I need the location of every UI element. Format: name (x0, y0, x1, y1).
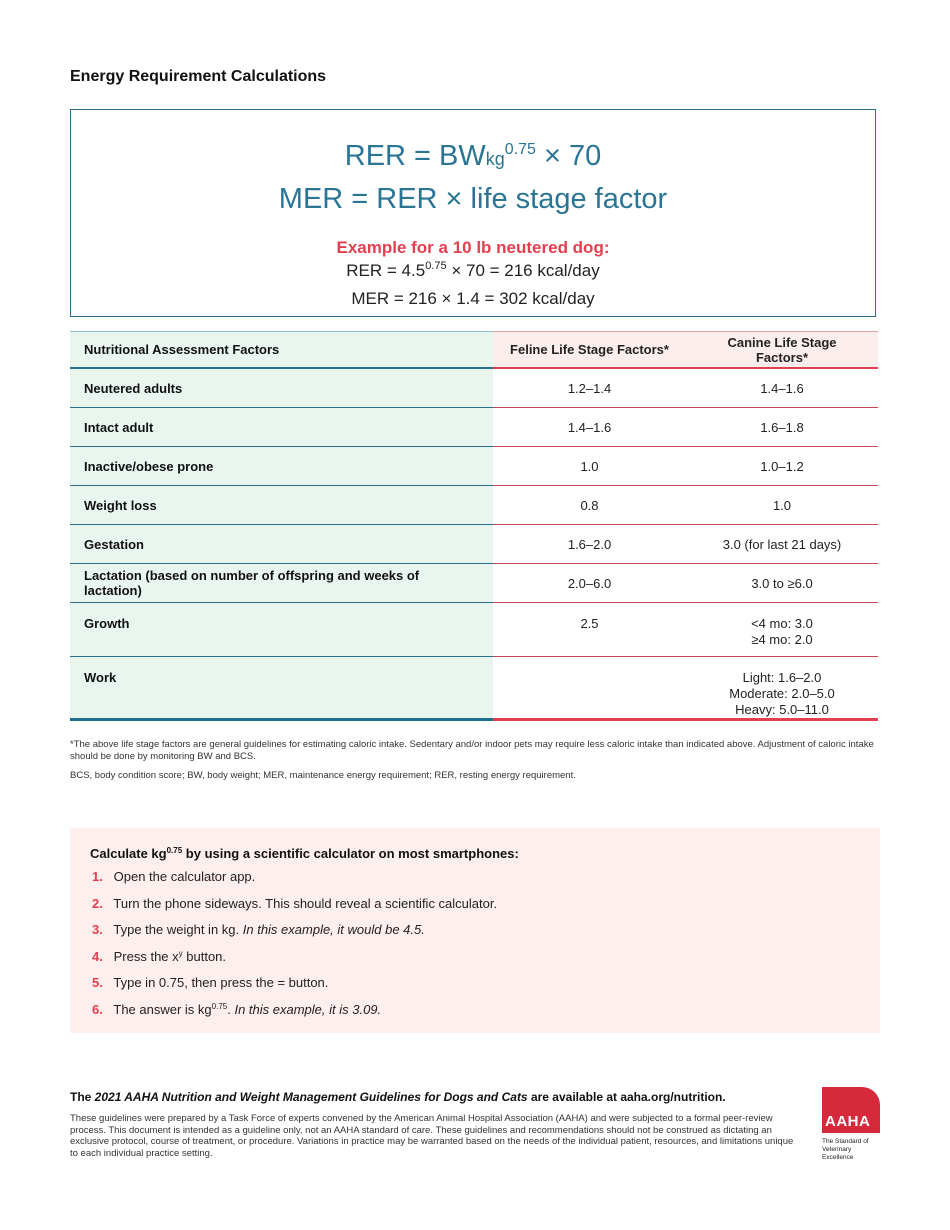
list-item: 4. Press the $x^y$ button. (92, 948, 227, 964)
life-stage-factors-table (70, 331, 878, 721)
footnote-abbreviations: BCS, body condition score; BW, body weight; MER, maintenance energy requirement; RER, resting energy requirement. (70, 770, 576, 781)
table-row (70, 408, 878, 447)
disclaimer: These guidelines were prepared by a Task Force of experts convened by the American Animal Hospital Association (AAHA) and were subjected to a formal peer-review process. This document is intended as a guideline only, not an AAHA standard of care. These guidelines and recommendations should not be construed as dictating an exclusive protocol, course of treatment, or procedure. Variations in practice may be warranted based on the needs of the individual patient, resources, and limitations unique to each individual practice setting. (70, 1113, 794, 1159)
guidelines-availability: The 2021 AAHA Nutrition and Weight Management Guidelines for Dogs and Cats are available at aaha.org/nutrition. (70, 1090, 726, 1104)
canine-cell: <4 mo: 3.0 ≥4 mo: 2.0 (686, 603, 878, 657)
factor-cell: Weight loss (70, 486, 493, 525)
calculator-heading: Calculate $kg^{0.75}$ by using a scientific calculator on most smartphones: (90, 846, 519, 861)
calculator-steps (92, 869, 497, 1028)
feline-cell (493, 657, 686, 720)
table-row (70, 603, 878, 657)
factor-cell: Neutered adults (70, 368, 493, 408)
feline-cell: 1.6–2.0 (493, 525, 686, 564)
canine-cell: Light: 1.6–2.0 Moderate: 2.0–5.0 Heavy: 5.0–11.0 (686, 657, 878, 720)
feline-cell: 2.5 (493, 603, 686, 657)
table-row (70, 486, 878, 525)
canine-cell: 3.0 to ≥6.0 (686, 564, 878, 603)
table-row (70, 525, 878, 564)
feline-cell: 1.0 (493, 447, 686, 486)
aaha-logo-mark: AAHA (822, 1087, 880, 1133)
list-item: 3. Type the weight in kg. In this example, it would be 4.5. (92, 922, 425, 937)
list-item: 2. Turn the phone sideways. This should reveal a scientific calculator. (92, 895, 498, 911)
example-mer: MER = 216 × 1.4 = 302 kcal/day (351, 289, 595, 308)
rer-formula: RER = BWkg$^{0.75}$ × 70 (344, 140, 602, 172)
factor-cell: Inactive/obese prone (70, 447, 493, 486)
mer-formula: MER = RER × life stage factor (278, 183, 668, 215)
list-item: 5. Type in 0.75, then press the = button. (92, 975, 329, 990)
list-item: 6. The answer is $kg^{0.75}$. In this example, it is 3.09. (92, 1001, 382, 1017)
header-factors: Nutritional Assessment Factors (70, 332, 493, 369)
footnote-asterisk: *The above life stage factors are general guidelines for estimating caloric intake. Sedentary and/or indoor pets may require less caloric intake than indicated above. Adjustment of caloric intake should be done by monitoring BW and BCS. (70, 739, 874, 762)
factor-cell: Growth (70, 603, 493, 657)
header-canine: Canine Life Stage Factors* (686, 332, 878, 369)
header-feline: Feline Life Stage Factors* (493, 332, 686, 369)
table-row (70, 657, 878, 720)
canine-cell: 3.0 (for last 21 days) (686, 525, 878, 564)
factor-cell: Intact adult (70, 408, 493, 447)
feline-cell: 1.2–1.4 (493, 368, 686, 408)
feline-cell: 1.4–1.6 (493, 408, 686, 447)
example-rer: RER = $4.5^{0.75} \times 70 = 216$ kcal/day (346, 260, 600, 280)
list-item: 1. Open the calculator app. (92, 869, 256, 884)
logo-tagline: The Standard of Veterinary Excellence (822, 1138, 869, 1161)
canine-cell: 1.0 (686, 486, 878, 525)
factor-cell: Gestation (70, 525, 493, 564)
table-header-row (70, 332, 878, 369)
aaha-logo (822, 1087, 880, 1160)
feline-cell: 2.0–6.0 (493, 564, 686, 603)
calculator-instructions-box (70, 828, 880, 1033)
table-row (70, 447, 878, 486)
table-row (70, 564, 878, 603)
example-heading: Example for a 10 lb neutered dog: (336, 238, 610, 257)
canine-cell: 1.6–1.8 (686, 408, 878, 447)
feline-cell: 0.8 (493, 486, 686, 525)
table-row (70, 368, 878, 408)
factor-cell: Work (70, 657, 493, 720)
factor-cell: Lactation (based on number of offspring and weeks of lactation) (70, 564, 493, 603)
formula-box (70, 109, 876, 317)
page-title: Energy Requirement Calculations (70, 68, 327, 85)
canine-cell: 1.4–1.6 (686, 368, 878, 408)
canine-cell: 1.0–1.2 (686, 447, 878, 486)
